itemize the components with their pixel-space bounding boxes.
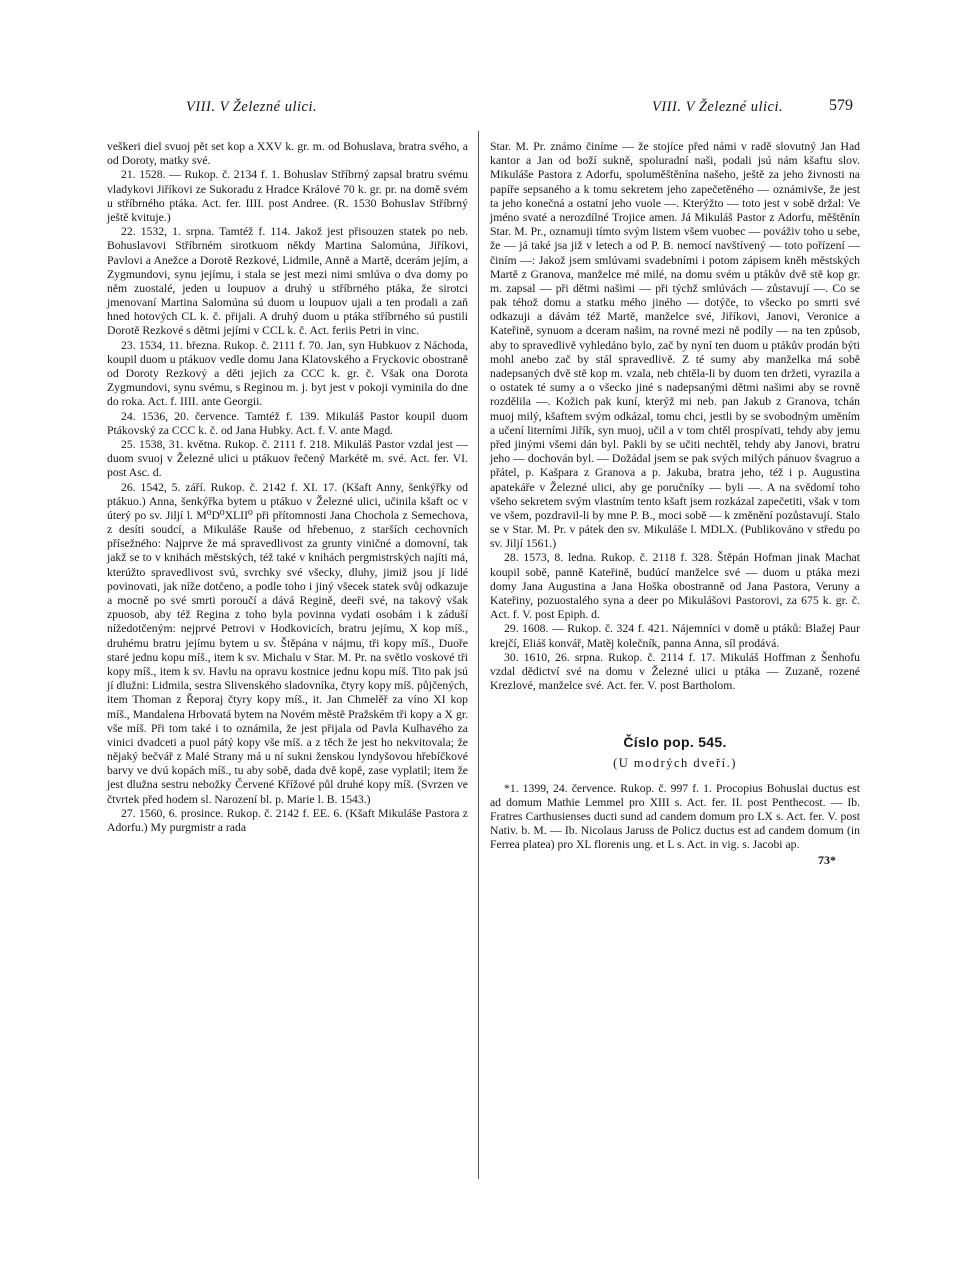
page-number: 579 bbox=[829, 97, 853, 114]
paragraph: 27. 1560, 6. prosince. Rukop. č. 2142 f. EE. 6. (Kšaft Mikuláše Pastora z Adorfu.) My purgmistr a rada bbox=[107, 806, 468, 834]
paragraph: 28. 1573, 8. ledna. Rukop. č. 2118 f. 328. Štěpán Hofman jinak Machat koupil sobě, panně Kateřině, budúcí manželce své — duom u ptáka mezi domy Jana Augustina a Jana Hoška obostranně od Jana Pastora, Veruny a Kateřiny, pozuostalého syna a deer po Mikulášovi Pastorovi, za 675 k. gr. č. Act. f. V. post Epiph. d. bbox=[490, 551, 860, 622]
paragraph: 21. 1528. — Rukop. č. 2134 f. 1. Bohuslav Stříbrný zapsal bratru svému vladykovi Jiříkovi ze Sukoradu z Hradce Králové 70 k. gr. pr. na domě svém u stříbrného ptáka. Act. fer. IIII. post Andree. (R. 1530 Bohuslav Stříbrný ještě kvituje.) bbox=[107, 168, 468, 224]
section-subheading: (U modrých dveří.) bbox=[613, 755, 737, 770]
paragraph: 30. 1610, 26. srpna. Rukop. č. 2114 f. 17. Mikuláš Hoffman z Šenhofu vzdal dědictví své na domu v Železné ulici u ptáka — Zuzaně, rozené Krezlové, manželce své. Act. fer. V. post Bartholom. bbox=[490, 650, 860, 693]
paragraph: 24. 1536, 20. července. Tamtéž f. 139. Mikuláš Pastor koupil duom Ptákovský za CCC k. č. od Jana Hubky. Act. f. V. ante Magd. bbox=[107, 409, 468, 437]
paragraph: veškeri diel svuoj pět set kop a XXV k. gr. m. od Bohuslava, bratra svého, a od Doroty, matky své. bbox=[107, 140, 468, 168]
left-column bbox=[107, 140, 468, 835]
right-column bbox=[490, 140, 860, 867]
column-divider bbox=[478, 131, 479, 1179]
paragraph: Star. M. Pr. známo činíme — že stojíce před námi v radě slovutný Jan Had kantor a Jan od boží sukně, spoluradní naši, podali jsú nám kšaftu slov. Mikuláše Pastora z Adorfu, spoluměštěnína našeho, ještě za jeho živnosti na papíře sepsaného a k tomu sekretem jeho zapečetěného — oznámivše, že jest ta jeho konečná a ostatní jeho vuole —. Kterýžto — toto jest v sobě držal: Ve jméno svaté a nerozdílné Trojice amen. Já Mikuláš Pastor z Adorfu, měštěnín Star. M. Pr., oznamuji tímto svým listem všem vuobec — pováživ toho u sebe, že — já také jsa již v letech a od P. B. nemocí navštívený — toto pořízení — činím —: Jakož jsem smlúvami svadebními i potom zápisem kněh městských Martě z Granova, manželce mé milé, na domu svém u ptákův dvě stě kop gr. m. zapsal — při dětmi našimi — při týchž smlúvách — zůstavují —. Co se pak téhož domu a statku mého jiného — dotýče, to všecko po smrti své odkazuji a dávám též Martě, manželce své, Jiříkovi, Janovi, Veronice a Kateřině, synuom a dceram našim, na rovné mezi ně podíly — na ten způsob, aby to spravedlivě vyhledáno bylo, zač by nyní ten duom u ptákův prodán býti mohl anebo zač by stál spravedlivě. Z té sumy aby manželka má sobě nadepsaných dvě stě kop m. vzala, neb chtěla-li by duom ten držeti, vyrazila a o ostatek té sumy a o všecko jiné s nadepsanými dětmi našimi aby se rovně rozdělila —. Kožich pak kuní, kterýž mi neb. pan Jakub z Granova, tchán muoj milý, kšaftem svým odkázal, tomu chci, jestli by se svobodným uměním a učení literními Jiřík, syn muoj, učil a v tom chtěl prospívati, tehdy aby jemu před jinými všemi dán byl. Pakli by se učiti nechtěl, tehdy aby Janovi, bratru jeho — dochován byl. — Dožádal jsem se pak svých milých pánuov švagruo a přátel, p. Kašpara z Granova a p. Jakuba, bratra jeho, též i p. Augustina apatekáře v Železné ulici, aby ge poručníky — byli —. A na svědomí toho všeho sekretem svým vlastním tento kšaft jsem rozkázal zapečetiti, však v tom ve všem, pozdravil-li by mne P. B., moci sobě — k změnění pozůstavují. Stalo se v Star. M. Pr. v pátek den sv. Mikuláše l. MDLX. (Publikováno v středu po sv. Jiljí 1561.) bbox=[490, 140, 860, 551]
running-header-left: VIII. V Železné ulici. bbox=[186, 99, 318, 115]
paragraph: *1. 1399, 24. července. Rukop. č. 997 f. 1. Procopius Bohuslai ductus est ad domum Mathie Lemmel pro XIII s. Act. fer. II. post Penthecost. — Ib. Fratres Carthusienses ducti sund ad candem domum pro LX s. Act. fer. V. post Nativ. b. M. — Ib. Nicolaus Jaruss de Policz ductus est ad candem domum (in Ferrea platea) pro XL florenis ung. et L s. Act. in vig. s. Jacobi ap. bbox=[490, 781, 860, 852]
paragraph: 26. 1542, 5. září. Rukop. č. 2142 f. XI. 17. (Kšaft Anny, šenkýřky od ptákuo.) Anna, šenkýřka bytem u ptákuo v Železné ulici, učinila kšaft oc v úterý po sv. Jiljí l. M⁰D⁰XLII⁰ při přítomnosti Jana Chochola z Semechova, z desíti soudcí, a Mikuláše Rauše od hřebenuo, z starších cechovních přísežného: Najprve že má spravedlivost za grunty viničné a domovní, tak jakž se to v knihách městských, též také v knihách pergmistrských najíti má, kterúžto spravedlivost svú, svrchky své všecky, dluhy, jimiž jsou jí lidé povinovati, jak níže dotčeno, a podle toho i jiný všecek statek svůj odkazuje a mocně po své smrti poroučí a dává Regině, deeři své, na takový však zpuosob, aby též Regina z toho byla povinna vydati osobám i k záduší nížedotčeným: nejprvé Petrovi v Hodkovicích, bratru jejímu, X kop míš., druhému bratru jejímu bytem u sv. Štěpána v nájmu, tři kopy míš., Duoře staré jednu kopu míš., item k sv. Michalu v Star. M. Pr. na světlo voskové tři kopy míš., item k sv. Havlu na opravu kostnice jednu kopu míš. Tito pak jsú jí dlužni: Lidmila, sestra Slivenského sladovníka, čtyry kopy míš. půjčených, item Thoman z Řeporaj čtyry kopy míš., it. Jan Chmelěř za víno XI kop míš., Mandalena Hrbovatá bytem na Novém městě Pražském tři kopy a X gr. vše míš. Při tom také i to oznámila, že jest přijala od Pavla Kulhavého za vinici dvadceti a puol pátý kopy vše míš. a z těch že jest ho nekvitovala; že nějaký bečvář z Malé Strany má u ní sukni ženskou lyndyšovou hřebíčkové barvy ve dvú kopách míš., tu aby sobě, dada dvě kopě, zase vyplatil; item že jest dlužna sestru nebožky Červené Křížové půl druhé kopy míš. (Svrzen ve čtvrtek před hodem sl. Narození bl. p. Marie l. B. 1543.) bbox=[107, 480, 468, 806]
paragraph: 29. 1608. — Rukop. č. 324 f. 421. Nájemníci v domě u ptáků: Blažej Paur krejčí, Eliáš konvář, Matěj kolečník, panna Anna, síl prodává. bbox=[490, 622, 860, 650]
paragraph: 22. 1532, 1. srpna. Tamtéž f. 114. Jakož jest přisouzen statek po neb. Bohuslavovi Stříbrném sirotkuom někdy Martina Salomúna, Jiříkovi, Pavlovi a Anežce a Dorotě Rezkové, Lidmile, Anně a Martě, dcerám jejím, a Zygmundovi, synu jejímu, i stala se jest mezi nimi smlúva o dva domy po něm zuostalé, jeden u loupuov a druhý u stříbrného ptáka, že sirotci jmenovaní Martina Salomúna sú duom u loupuov ujali a ten prodali a zaň hned hotových CL k. č. přijali. A druhý duom u ptáka stříbrného sú pustili Dorotě Rezkové s dětmi jejími v CCL k. č. Act. feriis Petri in vinc. bbox=[107, 225, 468, 338]
signature-mark: 73* bbox=[818, 852, 836, 867]
paragraph: 25. 1538, 31. května. Rukop. č. 2111 f. 218. Mikuláš Pastor vzdal jest — duom svuoj v Železné ulici u ptákuov řečený Markétě m. své. Act. fer. VI. post Asc. d. bbox=[107, 437, 468, 480]
section-heading: Číslo pop. 545. bbox=[623, 734, 727, 751]
running-header-right: VIII. V Železné ulici. bbox=[652, 99, 784, 115]
paragraph: 23. 1534, 11. března. Rukop. č. 2111 f. 70. Jan, syn Hubkuov z Náchoda, koupil duom u ptákuov vedle domu Jana Klatovského a Fryckovic obostraně od Doroty Rezkový a děti jejich za CCC k. gr. č. Však ona Dorota Zygmundovi, synu svému, s Reginou m. j. byt jest v pokoji vyminila do dne do roka. Act. f. IIII. ante Georgii. bbox=[107, 338, 468, 409]
